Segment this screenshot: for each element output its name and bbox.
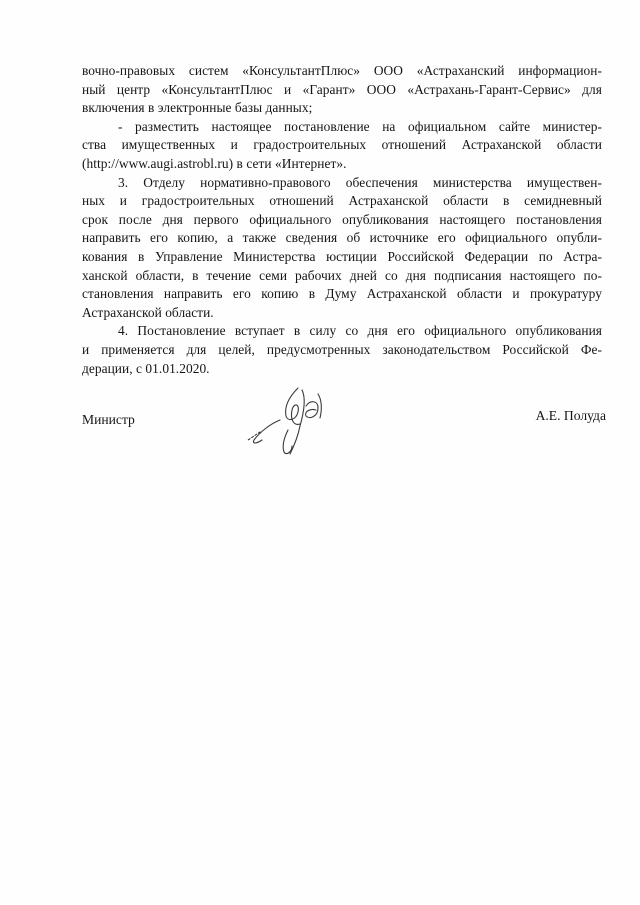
body-line: ханской области, в течение семи рабочих дней со дня подписания настоящего по- bbox=[82, 267, 602, 283]
body-line: ства имущественных и градостроительных отношений Астраханской области bbox=[82, 137, 602, 153]
body-line: кования в Управление Министерства юстиции Российской Федерации по Астра- bbox=[82, 248, 602, 264]
body-line: становления направить его копию в Думу Астраханской области и прокуратуру bbox=[82, 286, 602, 302]
body-line: Астраханской области. bbox=[82, 304, 214, 320]
handwritten-signature bbox=[240, 386, 350, 466]
body-line: срок после дня первого официального опубликования настоящего постановления bbox=[82, 211, 602, 227]
body-line: и применяется для целей, предусмотренных законодательством Российской Фе- bbox=[82, 341, 602, 357]
signer-name: А.Е. Полуда bbox=[535, 408, 606, 423]
body-line: ных и градостроительных отношений Астраханской области в семидневный bbox=[82, 193, 602, 209]
body-line: дерации, с 01.01.2020. bbox=[82, 360, 210, 376]
body-line: вочно-правовых систем «КонсультантПлюс» ООО «Астраханский информацион- bbox=[82, 63, 602, 78]
body-line: 4. Постановление вступает в силу со дня его официального опубликования bbox=[118, 323, 602, 339]
body-line: (http://www.augi.astrobl.ru) в сети «Интернет». bbox=[82, 155, 347, 171]
body-line: - разместить настоящее постановление на официальном сайте министер- bbox=[118, 118, 602, 134]
body-line: включения в электронные базы данных; bbox=[82, 100, 313, 116]
body-line: ный центр «КонсультантПлюс и «Гарант» ООО «Астрахань-Гарант-Сервис» для bbox=[82, 81, 602, 97]
body-line: 3. Отделу нормативно-правового обеспечения министерства имуществен- bbox=[118, 174, 602, 190]
body-line: направить его копию, а также сведения об источнике его официального опубли- bbox=[82, 230, 602, 246]
document-body bbox=[82, 62, 602, 378]
signer-position: Министр bbox=[82, 412, 135, 427]
signature-block bbox=[82, 408, 606, 492]
